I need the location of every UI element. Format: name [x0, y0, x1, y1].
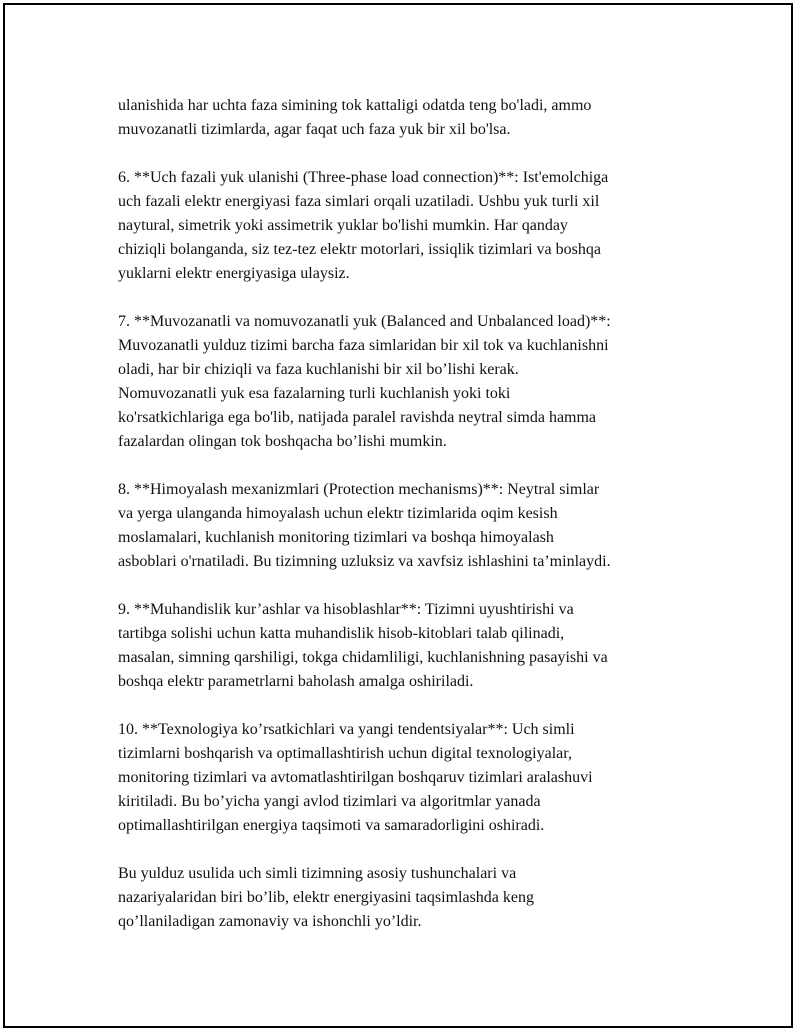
text-line: ulanishida har uchta faza simining tok kattaligi odatda teng bo'ladi, ammo [118, 97, 592, 114]
text-line: 9. **Muhandislik kur’ashlar va hisoblashlar**: Tizimni uyushtirishi va [118, 601, 574, 618]
text-line: Muvozanatli yulduz tizimi barcha faza simlaridan bir xil tok va kuchlanishni [118, 337, 609, 354]
paragraph-item-8 [118, 478, 718, 574]
paragraph-item-9 [118, 598, 718, 694]
text-line: va yerga ulanganda himoyalash uchun elektr tizimlarida oqim kesish [118, 505, 558, 522]
text-line: tizimlarni boshqarish va optimallashtirish uchun digital texnologiyalar, [118, 745, 572, 762]
text-line: uch fazali elektr energiyasi faza simlari orqali uzatiladi. Ushbu yuk turli xil [118, 193, 600, 210]
paragraph-continuation [118, 94, 718, 142]
text-line: 6. **Uch fazali yuk ulanishi (Three-phase load connection)**: Ist'emolchiga [118, 169, 609, 186]
text-line: moslamalari, kuchlanish monitoring tizimlari va boshqa himoyalash [118, 529, 554, 546]
text-line: asboblari o'rnatiladi. Bu tizimning uzluksiz va xavfsiz ishlashini ta’minlaydi. [118, 553, 611, 570]
text-line: boshqa elektr parametrlarni baholash amalga oshiriladi. [118, 673, 474, 690]
text-line: chiziqli bolanganda, siz tez-tez elektr motorlari, issiqlik tizimlari va boshqa [118, 241, 601, 258]
text-line: yuklarni elektr energiyasiga ulaysiz. [118, 265, 350, 282]
text-line: kiritiladi. Bu bo’yicha yangi avlod tizimlari va algoritmlar yanada [118, 793, 541, 810]
text-line: oladi, har bir chiziqli va faza kuchlanishi bir xil bo’lishi kerak. [118, 361, 519, 378]
text-line: fazalardan olingan tok boshqacha bo’lishi mumkin. [118, 433, 447, 450]
document-body [118, 94, 718, 958]
paragraph-item-6 [118, 166, 718, 286]
paragraph-item-7 [118, 310, 718, 454]
text-line: naytural, simetrik yoki assimetrik yuklar bo'lishi mumkin. Har qanday [118, 217, 568, 234]
text-line: monitoring tizimlari va avtomatlashtirilgan boshqaruv tizimlari aralashuvi [118, 769, 593, 786]
text-line: nazariyalaridan biri bo’lib, elektr energiyasini taqsimlashda keng [118, 889, 535, 906]
text-line: tartibga solishi uchun katta muhandislik hisob-kitoblari talab qilinadi, [118, 625, 565, 642]
text-line: ko'rsatkichlariga ega bo'lib, natijada paralel ravishda neytral simda hamma [118, 409, 597, 426]
text-line: masalan, simning qarshiligi, tokga chidamliligi, kuchlanishning pasayishi va [118, 649, 608, 666]
text-line: 8. **Himoyalash mexanizmlari (Protection mechanisms)**: Neytral simlar [118, 481, 600, 498]
paragraph-item-10 [118, 718, 718, 838]
text-line: muvozanatli tizimlarda, agar faqat uch faza yuk bir xil bo'lsa. [118, 121, 511, 138]
text-line: qo’llaniladigan zamonaviy va ishonchli yo’ldir. [118, 913, 422, 930]
text-line: 10. **Texnologiya ko’rsatkichlari va yangi tendentsiyalar**: Uch simli [118, 721, 575, 738]
text-line: optimallashtirilgan energiya taqsimoti va samaradorligini oshiradi. [118, 817, 545, 834]
text-line: Nomuvozanatli yuk esa fazalarning turli kuchlanish yoki toki [118, 385, 511, 402]
text-line: Bu yulduz usulida uch simli tizimning asosiy tushunchalari va [118, 865, 517, 882]
paragraph-conclusion [118, 862, 718, 934]
text-line: 7. **Muvozanatli va nomuvozanatli yuk (Balanced and Unbalanced load)**: [118, 313, 611, 330]
